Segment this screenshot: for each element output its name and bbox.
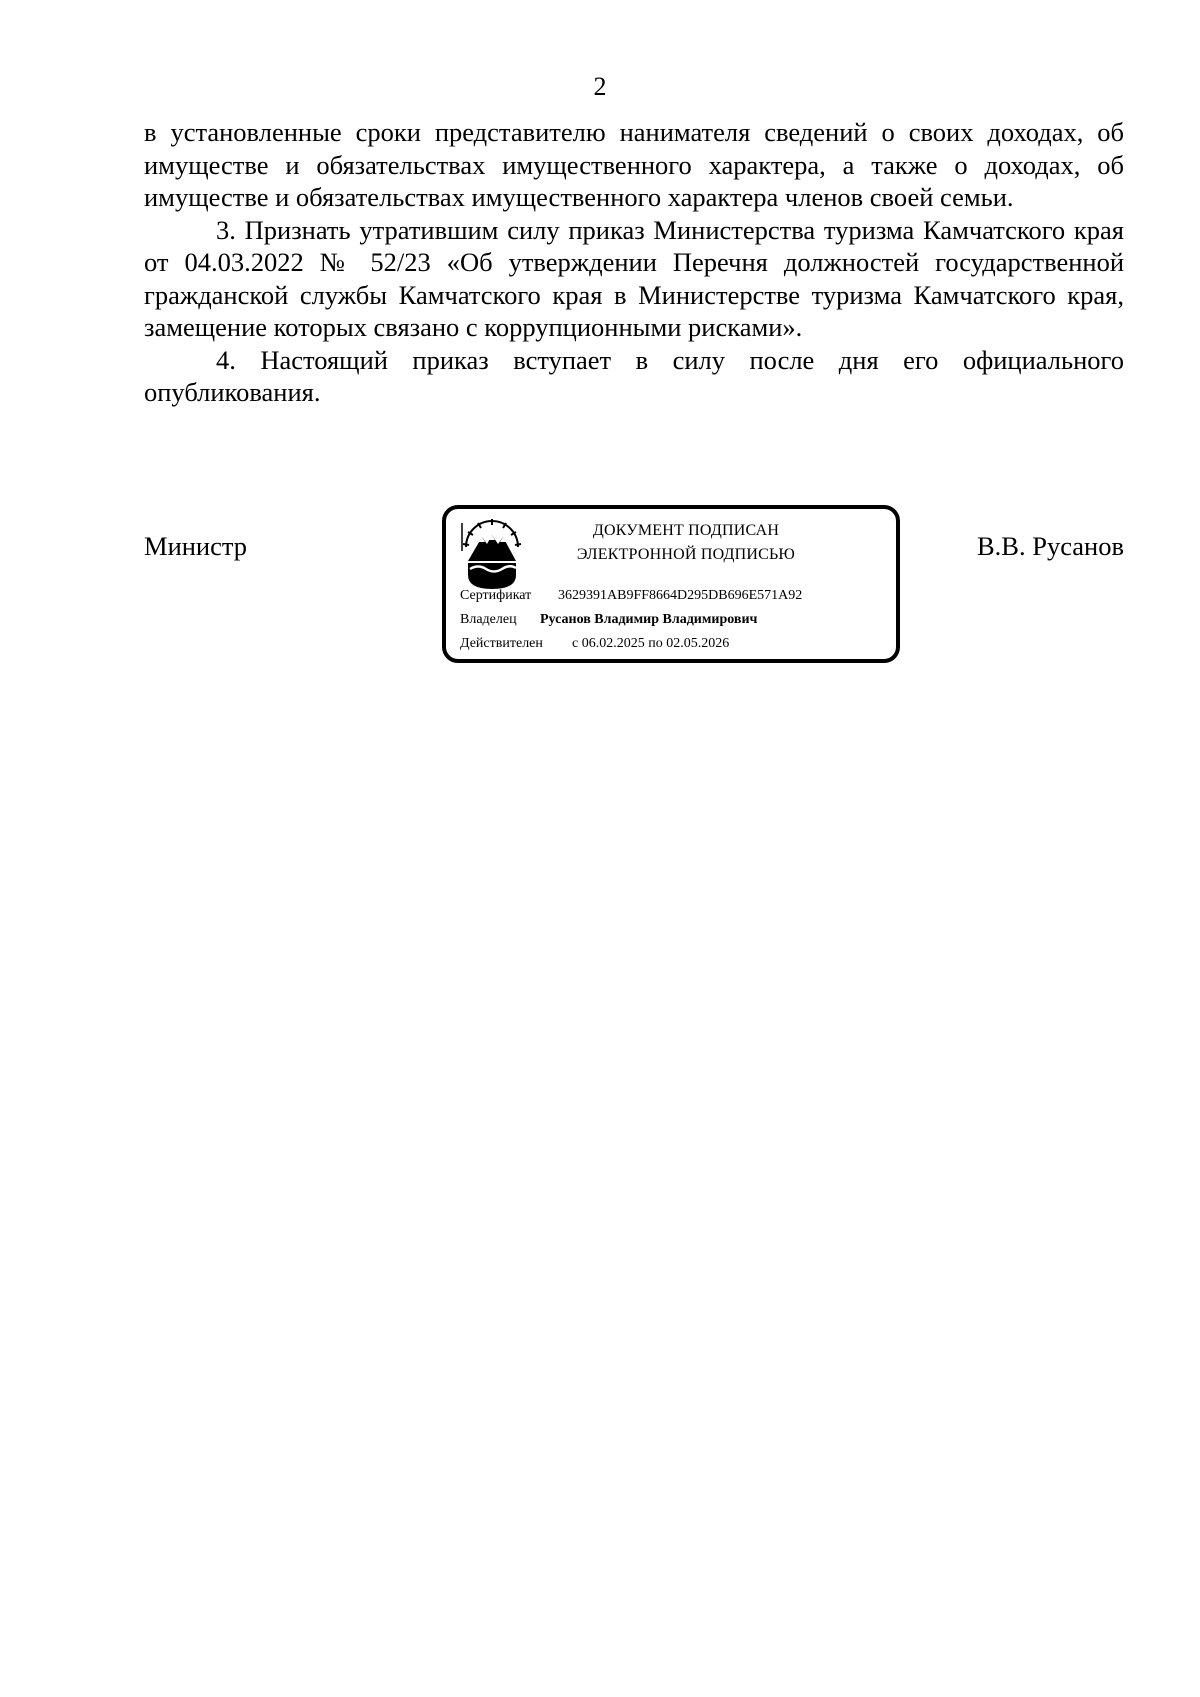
stamp-heading [536, 519, 836, 567]
page-number: 2 [593, 72, 607, 101]
paragraph-3: 3. Признать утратившим силу приказ Министерства туризма Камчатского края от 04.03.2022 № 52/23 «Об утверждении Перечня должностей государственной гражданской службы Камчатского края в Министерстве туризма Камчатского края, замещение которых связано с коррупционными рисками». [144, 214, 1124, 342]
paragraph-4: 4. Настоящий приказ вступает в силу после дня его официального опубликования. [144, 344, 1124, 407]
stamp-owner-row [460, 611, 757, 629]
valid-value: с 06.02.2025 по 02.05.2026 [572, 636, 730, 651]
valid-label: Действителен [460, 636, 543, 651]
paragraph-continuation: в установленные сроки представителю нанимателя сведений о своих доходах, об имуществе и обязательствах имущественного характера, а также о доходах, об имуществе и обязательствах имущественного характера членов своей семьи. [144, 117, 1124, 212]
stamp-validity-row [460, 635, 729, 653]
signer-position: Министр [144, 531, 248, 561]
owner-value: Русанов Владимир Владимирович [540, 612, 758, 627]
electronic-signature-stamp [442, 505, 900, 663]
certificate-label: Сертификат [460, 588, 532, 603]
stamp-certificate-row [460, 587, 802, 605]
certificate-value: 3629391AB9FF8664D295DB696E571A92 [558, 588, 803, 603]
kamchatka-emblem-icon [460, 517, 524, 591]
stamp-heading-line2: ЭЛЕКТРОННОЙ ПОДПИСЬЮ [576, 546, 796, 563]
stamp-heading-line1: ДОКУМЕНТ ПОДПИСАН [592, 522, 780, 539]
signer-name: В.В. Русанов [976, 531, 1124, 561]
body-text [144, 116, 1124, 409]
owner-label: Владелец [460, 612, 517, 627]
